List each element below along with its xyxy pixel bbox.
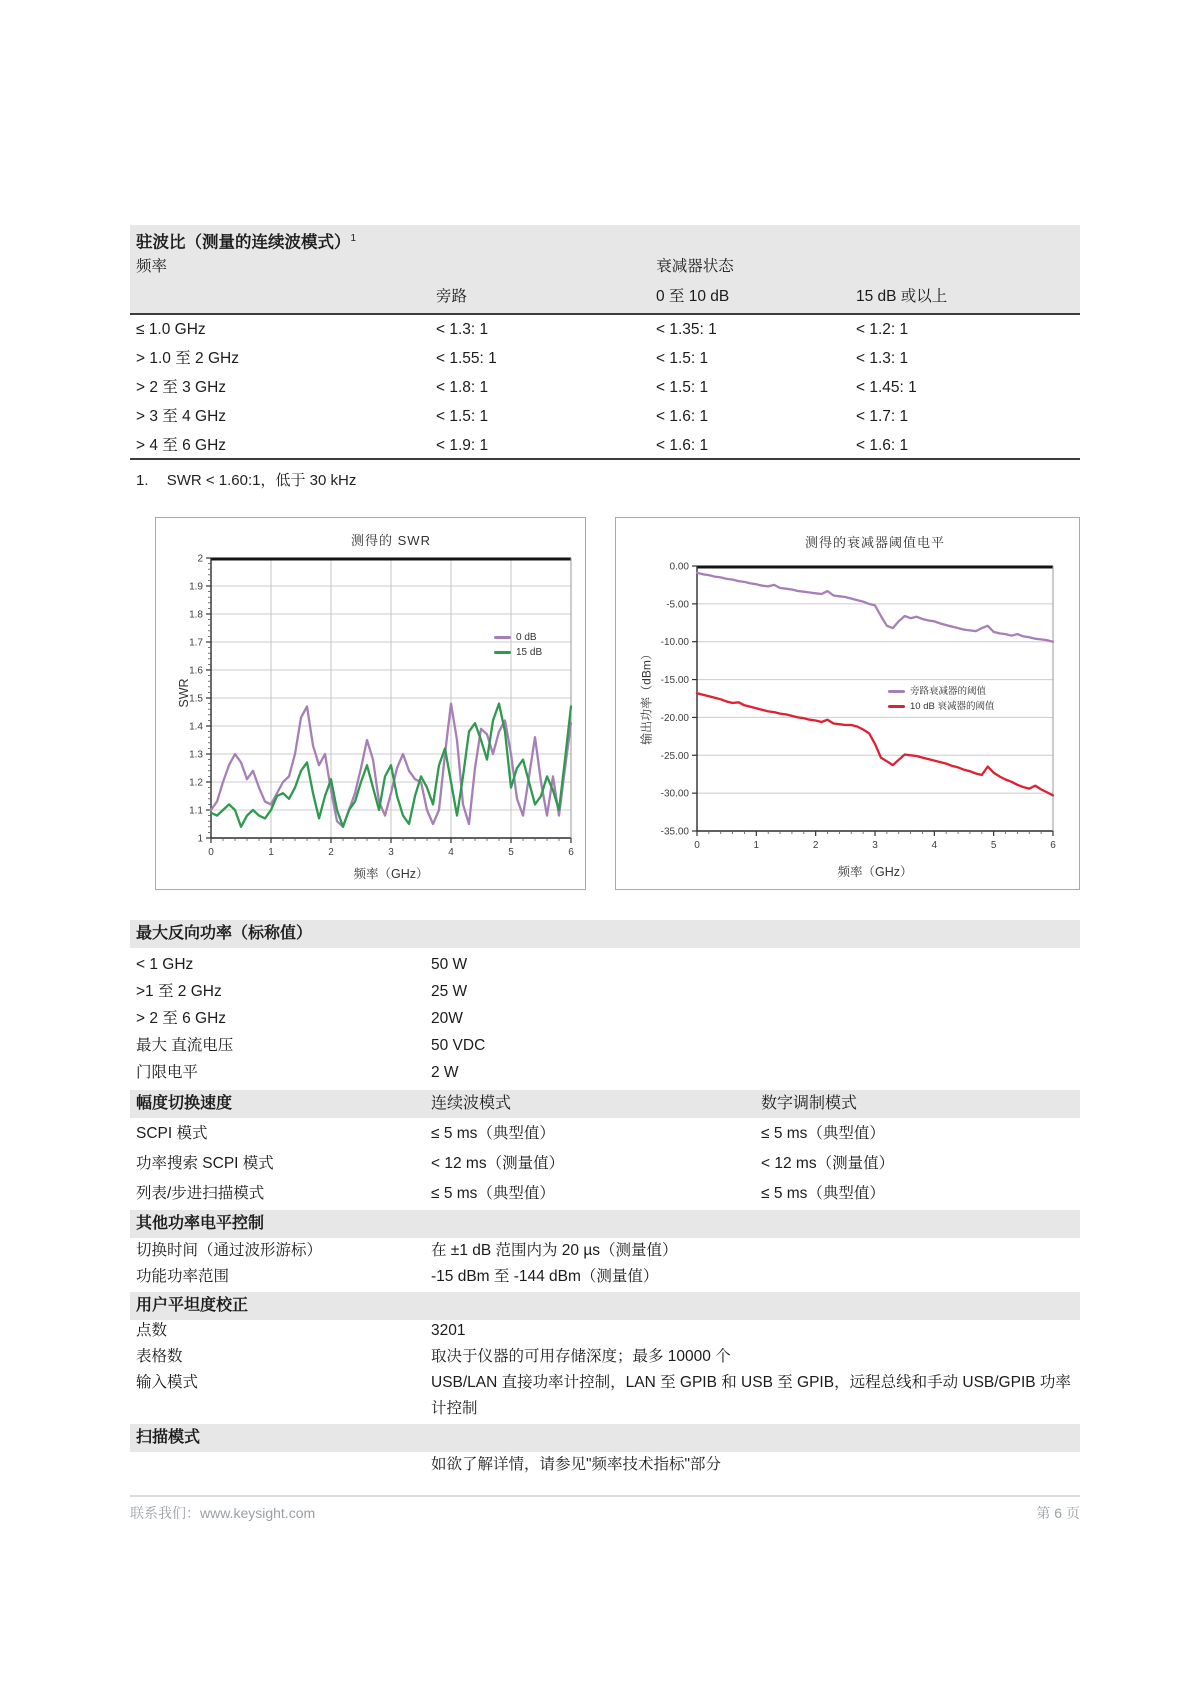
swr-footnote — [136, 469, 356, 490]
spec-row — [130, 1452, 1080, 1478]
section-title-max-reverse-power: 最大反向功率（标称值） — [136, 925, 313, 942]
spec-value: USB/LAN 直接功率计控制，LAN 至 GPIB 和 USB 至 GPIB，远程总线和手动 USB/GPIB 功率计控制 — [431, 1374, 1071, 1417]
svg-text:3: 3 — [388, 847, 394, 858]
svg-text:4: 4 — [448, 847, 454, 858]
spec-label: > 2 至 6 GHz — [136, 1010, 227, 1027]
spec-value: 25 W — [431, 983, 468, 1000]
attenuator-chart-plot — [616, 518, 1079, 889]
swr-chart-legend — [494, 630, 542, 660]
attenuator-chart-legend — [888, 684, 994, 714]
spec-value-cw: ≤ 5 ms（典型值） — [431, 1185, 555, 1202]
svg-text:-30.00: -30.00 — [660, 788, 689, 800]
legend-item — [888, 684, 994, 699]
swr-bypass-1: < 1.55: 1 — [436, 350, 497, 367]
spec-label: 输入模式 — [136, 1374, 199, 1391]
swr-a15-3: < 1.7: 1 — [856, 408, 909, 425]
swr-a010-2: < 1.5: 1 — [656, 379, 709, 396]
svg-text:1.2: 1.2 — [189, 777, 203, 789]
swr-bypass-2: < 1.8: 1 — [436, 379, 489, 396]
table-row — [130, 431, 1080, 460]
svg-text:1: 1 — [197, 833, 203, 845]
swr-freq-3: > 3 至 4 GHz — [136, 408, 227, 425]
spec-value: 在 ±1 dB 范围内为 20 µs（测量值） — [431, 1242, 678, 1259]
spec-label: 列表/步进扫描模式 — [136, 1185, 265, 1202]
table-row — [130, 315, 1080, 344]
legend-swatch-15db — [494, 651, 511, 654]
section-sweep-mode — [130, 1424, 1080, 1452]
spec-value: 50 W — [431, 956, 468, 973]
legend-item — [494, 630, 542, 645]
spec-row — [130, 1150, 1080, 1178]
legend-label-10db: 10 dB 衰减器的阈值 — [910, 701, 995, 712]
spec-row — [130, 979, 1080, 1006]
spec-label: < 1 GHz — [136, 956, 194, 973]
swr-table-title — [130, 225, 1080, 253]
svg-text:1.1: 1.1 — [189, 805, 203, 817]
swr-chart-title: 测得的 SWR — [351, 533, 431, 548]
swr-bypass-4: < 1.9: 1 — [436, 437, 489, 454]
sweep-mode-note: 如欲了解详情，请参见"频率技术指标"部分 — [431, 1456, 722, 1473]
spec-label: 点数 — [136, 1322, 168, 1339]
swr-chart-ylabel: SWR — [177, 678, 191, 708]
footer-contact-link[interactable]: 联系我们：www.keysight.com — [130, 1505, 316, 1521]
attenuator-chart-title: 测得的衰减器阈值电平 — [804, 535, 945, 550]
spec-label: >1 至 2 GHz — [136, 983, 222, 1000]
legend-label-bypass: 旁路衰减器的阈值 — [910, 686, 987, 697]
swr-bypass-3: < 1.5: 1 — [436, 408, 489, 425]
swr-col-frequency: 频率 — [136, 258, 168, 275]
legend-label-15db: 15 dB — [516, 647, 543, 658]
spec-value-cw: < 12 ms（测量值） — [431, 1155, 565, 1172]
swr-a15-4: < 1.6: 1 — [856, 437, 909, 454]
spec-value: -15 dBm 至 -144 dBm（测量值） — [431, 1268, 659, 1285]
swr-chart — [155, 517, 586, 890]
swr-table-group-row — [130, 253, 1080, 281]
svg-text:6: 6 — [1050, 840, 1056, 851]
swr-table-title-footnote-ref: 1 — [350, 233, 357, 244]
section-amplitude-switching — [130, 1090, 1080, 1118]
svg-text:-10.00: -10.00 — [660, 637, 689, 649]
swr-a010-0: < 1.35: 1 — [656, 321, 717, 338]
swr-bypass-0: < 1.3: 1 — [436, 321, 489, 338]
table-row — [130, 402, 1080, 431]
swr-freq-1: > 1.0 至 2 GHz — [136, 350, 239, 367]
swr-col-spacer — [130, 281, 430, 313]
section-title-user-flatness: 用户平坦度校正 — [136, 1297, 249, 1314]
col-header-digital-mod-mode: 数字调制模式 — [761, 1095, 858, 1112]
spec-row — [130, 1006, 1080, 1033]
swr-table-title-text: 驻波比（测量的连续波模式） — [136, 233, 351, 252]
footnote-text: SWR < 1.60:1，低于 30 kHz — [166, 472, 357, 489]
swr-a15-1: < 1.3: 1 — [856, 350, 909, 367]
spec-row — [130, 1060, 1080, 1087]
swr-col-0to10db: 0 至 10 dB — [656, 288, 730, 305]
swr-freq-4: > 4 至 6 GHz — [136, 437, 227, 454]
col-header-cw-mode: 连续波模式 — [431, 1095, 512, 1112]
svg-text:2: 2 — [812, 840, 819, 851]
spec-value: 3201 — [431, 1322, 466, 1339]
swr-freq-0: ≤ 1.0 GHz — [136, 321, 206, 338]
svg-text:5: 5 — [990, 840, 997, 851]
swr-a010-1: < 1.5: 1 — [656, 350, 709, 367]
attenuator-chart-ylabel: 输出功率（dBm） — [639, 648, 654, 745]
spec-label: 功能功率范围 — [136, 1268, 230, 1285]
footnote-marker: 1. — [136, 472, 149, 489]
spec-label: SCPI 模式 — [136, 1125, 208, 1142]
svg-text:5: 5 — [508, 847, 514, 858]
spec-value: 2 W — [431, 1064, 459, 1081]
svg-text:1.6: 1.6 — [189, 665, 203, 677]
svg-text:1.3: 1.3 — [189, 749, 203, 761]
spec-value-dm: ≤ 5 ms（典型值） — [761, 1125, 885, 1142]
svg-text:-35.00: -35.00 — [660, 826, 689, 838]
spec-row — [130, 1344, 1080, 1370]
svg-text:-15.00: -15.00 — [660, 675, 689, 687]
spec-value-dm: ≤ 5 ms（典型值） — [761, 1185, 885, 1202]
legend-label-0db: 0 dB — [516, 632, 537, 643]
attenuator-chart — [615, 517, 1080, 890]
svg-text:1: 1 — [753, 840, 760, 851]
swr-table — [130, 225, 1080, 460]
svg-text:1.9: 1.9 — [189, 581, 203, 593]
spec-row — [130, 1370, 1080, 1422]
legend-swatch-10db — [888, 705, 905, 708]
svg-text:2: 2 — [328, 847, 334, 858]
swr-chart-xlabel: 频率（GHz） — [353, 867, 429, 881]
svg-text:1.5: 1.5 — [189, 693, 203, 705]
spec-row — [130, 1033, 1080, 1060]
legend-swatch-0db — [494, 636, 511, 639]
spec-value: 20W — [431, 1010, 463, 1027]
spec-label: 功率搜索 SCPI 模式 — [136, 1155, 274, 1172]
spec-label: 切换时间（通过波形游标） — [136, 1242, 323, 1259]
spec-row — [130, 1120, 1080, 1148]
svg-text:4: 4 — [931, 840, 938, 851]
spec-label: 门限电平 — [136, 1064, 199, 1081]
attenuator-chart-xlabel: 频率（GHz） — [837, 865, 913, 879]
svg-text:1: 1 — [268, 847, 274, 858]
spec-row — [130, 1238, 1080, 1264]
svg-text:6: 6 — [568, 847, 574, 858]
section-user-flatness — [130, 1292, 1080, 1320]
svg-text:1.8: 1.8 — [189, 609, 203, 621]
spec-value-cw: ≤ 5 ms（典型值） — [431, 1125, 555, 1142]
spec-row — [130, 952, 1080, 979]
spec-label: 最大 直流电压 — [136, 1037, 234, 1054]
svg-text:2: 2 — [197, 553, 203, 565]
section-title-other-power-control: 其他功率电平控制 — [136, 1215, 265, 1232]
svg-text:1.4: 1.4 — [189, 721, 203, 733]
swr-a15-2: < 1.45: 1 — [856, 379, 917, 396]
svg-text:3: 3 — [872, 840, 878, 851]
spec-value-dm: < 12 ms（测量值） — [761, 1155, 895, 1172]
spec-row — [130, 1318, 1080, 1344]
section-title-sweep-mode: 扫描模式 — [136, 1429, 201, 1446]
table-row — [130, 344, 1080, 373]
swr-a15-0: < 1.2: 1 — [856, 321, 909, 338]
swr-group-attenuator-state: 衰减器状态 — [656, 258, 734, 275]
section-other-power-control — [130, 1210, 1080, 1238]
swr-a010-4: < 1.6: 1 — [656, 437, 709, 454]
spec-row — [130, 1264, 1080, 1290]
legend-item — [494, 645, 542, 660]
section-max-reverse-power — [130, 920, 1080, 948]
swr-chart-plot — [156, 518, 585, 889]
swr-col-15db-up: 15 dB 或以上 — [856, 288, 948, 305]
footer-divider — [130, 1495, 1080, 1497]
swr-freq-2: > 2 至 3 GHz — [136, 379, 227, 396]
svg-text:-5.00: -5.00 — [666, 599, 689, 611]
section-title-amplitude-switching: 幅度切换速度 — [136, 1095, 233, 1112]
spec-label: 表格数 — [136, 1348, 183, 1365]
spec-value: 50 VDC — [431, 1037, 486, 1054]
legend-swatch-bypass — [888, 690, 905, 693]
table-row — [130, 373, 1080, 402]
spec-label-empty — [130, 1452, 425, 1478]
swr-table-header-row — [130, 281, 1080, 315]
swr-col-bypass: 旁路 — [436, 288, 468, 305]
svg-text:-20.00: -20.00 — [660, 712, 689, 724]
legend-item — [888, 699, 994, 714]
footer-page-number: 第 6 页 — [1036, 1505, 1080, 1521]
svg-text:0.00: 0.00 — [669, 561, 689, 573]
svg-text:1.7: 1.7 — [189, 637, 203, 649]
svg-text:0: 0 — [694, 840, 700, 851]
spec-value: 取决于仪器的可用存储深度；最多 10000 个 — [431, 1348, 731, 1365]
swr-a010-3: < 1.6: 1 — [656, 408, 709, 425]
svg-text:-25.00: -25.00 — [660, 750, 689, 762]
svg-text:0: 0 — [208, 847, 214, 858]
spec-row — [130, 1180, 1080, 1208]
